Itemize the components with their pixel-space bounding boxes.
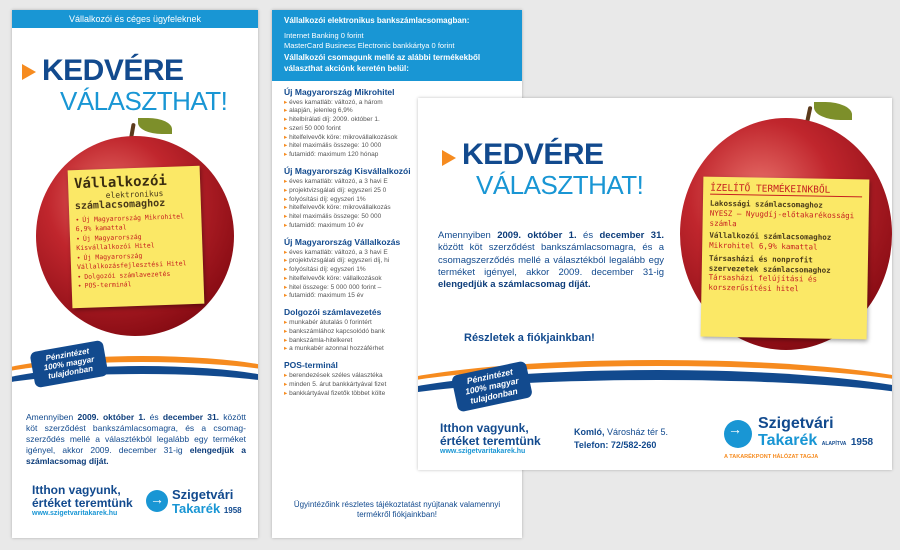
contact-info: Komló, Városház tér 5. Telefon: 72/582-260 <box>574 427 669 450</box>
logo-arrow-icon <box>146 490 168 512</box>
arrow-icon <box>22 64 36 80</box>
flyer-vertical <box>12 10 258 538</box>
note-sub2: számlacsomaghoz <box>74 197 166 213</box>
headline-1: KEDVÉRE <box>42 54 184 87</box>
headline-2: VÁLASZTHAT! <box>60 86 228 116</box>
package-header: Vállalkozói elektronikus bankszámlacsomagban: Internet Banking 0 forint MasterCard Business Electronic bankkártya 0 forint Vállalkozói csomagunk mellé az alábbi termékekből választhat akciónk keretén belül: <box>272 10 522 81</box>
section-pos: POS-terminál ▸ berendezések széles választéka ▸ minden 5. árut bankkártyával fizet ▸ bankkártyával fizetők többet költe <box>272 360 522 398</box>
note-item: • Új Magyarország Kisvállalkozói Hitel <box>76 231 197 254</box>
headline-2: VÁLASZTHAT! <box>476 170 644 200</box>
ownership-badge: Pénzintézet 100% magyar tulajdonban <box>451 361 533 413</box>
website-link[interactable]: www.szigetvaritakarek.hu <box>440 448 526 456</box>
tagline: Itthon vagyunk, értéket teremtünk www.szigetvaritakarek.hu <box>440 421 541 456</box>
note-title: ÍZELÍTŐ TERMÉKEINKBŐL <box>710 183 862 198</box>
cta-text: Részletek a fiókjainkban! <box>464 332 595 344</box>
top-bar: Vállalkozói és céges ügyfeleknek <box>12 10 258 28</box>
section-vallalkozas: Új Magyarország Vállalkozás ▸ éves kamatláb: változó, a 3 havi E ▸ projektvizsgálati díj: egyszeri díj, hi ▸ folyósítási díj: egyszeri 1% ▸ hitelfelvevők köre: vállalkozások ▸ hitel összege: 5 000 000 forint – ▸ futamidő: maximum 15 év <box>272 237 522 302</box>
note-item: • Új Magyarország Mikrohitel 6,9% kamattal <box>75 212 196 235</box>
bank-logo: → Szigetvári Takarék 1958 <box>146 488 246 518</box>
apple-leaf <box>138 118 172 134</box>
tagline: Itthon vagyunk, értéket teremtünk www.szigetvaritakarek.hu <box>32 483 133 518</box>
headline-1: KEDVÉRE <box>462 138 604 171</box>
bank-logo: → Szigetvári Takarék ALAPÍTVA 1958 A TAKARÉKPONT HÁLÓZAT TAGJA <box>724 416 884 462</box>
ownership-badge: Pénzintézet 100% magyar tulajdonban <box>29 340 108 388</box>
offer-text: Amennyiben 2009. október 1. és december 31. között köt szerződést bankszámlacsomagra, és a csomagszerződés mellé a választékból legalább egy terméket igényel, akkor 2009. december 31-ig elengedjük a számlacsomag díját. <box>438 230 665 291</box>
note-item: • POS-terminál <box>78 278 198 292</box>
section-kisvallalkozoi: Új Magyarország Kisvállalkozói ▸ éves kamatláb: változó, a 3 havi E ▸ projektvizsgálati díj: egyszeri 25 0 ▸ folyósítási díj: egyszeri 1% ▸ hitelfelvevők köre: mikrovállalkozás ▸ hitel maximális összege: 50 000 ▸ futamidő: maximum 10 év <box>272 166 522 231</box>
section-dolgozoi: Dolgozói számlavezetés ▸ munkabér átutalás 0 forintért ▸ bankszámlához kapcsolódó bank ▸ bankszámla-hitelkeret ▸ a munkabér azonnal hozzáférhet <box>272 307 522 354</box>
note-item: • Dolgozói számlavezetés <box>77 268 197 282</box>
sticky-note <box>68 166 205 309</box>
apple-leaf <box>814 102 852 120</box>
note-item: • Új Magyarország Vállalkozásfejlesztési Hitel <box>77 250 198 273</box>
note-sub1: elektronikus <box>105 189 164 201</box>
logo-arrow-icon <box>724 420 752 448</box>
details-footer: Ügyintézőink részletes tájékoztatást nyújtanak valamennyi termékről fiókjainkban! <box>293 500 501 520</box>
sticky-note <box>701 177 870 340</box>
section-mikrohitel: Új Magyarország Mikrohitel ▸ éves kamatláb: változó, a három ▸ alapján, jelenleg 6,9% ▸ hitelbírálati díj: 2009. október 1. ▸ szeri 50 000 forint ▸ hitelfelvevők köre: mikrovállalkozások ▸ hitel maximális összege: 10 000 ▸ futamidő: maximum 120 hónap <box>272 87 522 160</box>
note-title: Vállalkozói <box>73 172 168 193</box>
website-link[interactable]: www.szigetvaritakarek.hu <box>32 510 118 518</box>
note-group: Lakossági számlacsomaghoz NYESZ – Nyugdíj-előtakarékossági számla Vállalkozói számlacsomaghoz Mikrohitel 6,9% kamattal Társasházi és nonprofit szervezetek számlacsomaghoz Társasházi felújítási és korszerűsítési hitel <box>708 198 855 294</box>
arrow-icon <box>442 150 456 166</box>
flyer-horizontal <box>418 98 892 470</box>
offer-text: Amennyiben 2009. október 1. és december 31. között köt szerződést bankszámlacsomagra, és a csomag-szerződés mellé a választékból legalább egy terméket igényel, akkor 2009. december 31-ig elengedjük a számlacsomag díját. <box>26 412 246 467</box>
